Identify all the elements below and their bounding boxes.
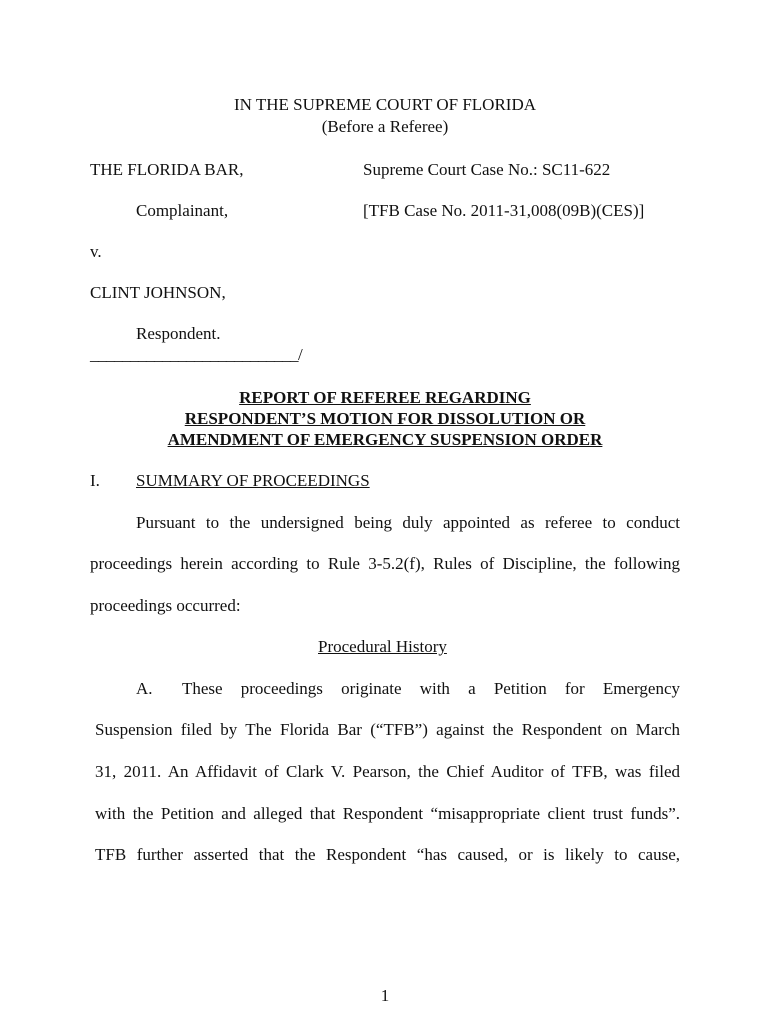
tfb-case-number: [TFB Case No. 2011-31,008(09B)(CES)] — [363, 201, 645, 220]
complainant-label: Complainant, — [136, 201, 229, 220]
paragraph-1-line-2: proceedings herein according to Rule 3-5.2(f), Rules of Discipline, the following — [90, 554, 680, 573]
report-title-line-2: RESPONDENT’S MOTION FOR DISSOLUTION OR — [184, 409, 586, 428]
paragraph-1-line-1: Pursuant to the undersigned being duly appointed as referee to conduct — [136, 513, 680, 532]
section-number: I. — [90, 471, 100, 490]
court-subtitle: (Before a Referee) — [321, 117, 449, 136]
court-name: IN THE SUPREME COURT OF FLORIDA — [233, 95, 537, 114]
paragraph-1-line-3: proceedings occurred: — [90, 596, 241, 615]
versus: v. — [90, 242, 102, 261]
report-title-line-1: REPORT OF REFEREE REGARDING — [239, 388, 531, 407]
complainant-name: THE FLORIDA BAR, — [90, 160, 244, 179]
supreme-court-case-number: Supreme Court Case No.: SC11-622 — [363, 160, 611, 179]
paragraph-a-line-1: These proceedings originate with a Petition for Emergency — [182, 679, 680, 698]
paragraph-a-line-2: Suspension filed by The Florida Bar (“TFB”) against the Respondent on March — [95, 720, 680, 739]
paragraph-a-line-4: with the Petition and alleged that Respondent “misappropriate client trust funds”. — [95, 804, 680, 823]
report-title-line-3: AMENDMENT OF EMERGENCY SUSPENSION ORDER — [167, 430, 603, 449]
section-heading: SUMMARY OF PROCEEDINGS — [136, 471, 370, 490]
respondent-label: Respondent. — [136, 324, 221, 343]
paragraph-a-line-5: TFB further asserted that the Respondent “has caused, or is likely to cause, — [95, 845, 680, 864]
caption-signature-line: __________________________/ — [90, 345, 303, 364]
page-number: 1 — [380, 986, 390, 1005]
respondent-name: CLINT JOHNSON, — [90, 283, 226, 302]
procedural-history-heading: Procedural History — [318, 637, 447, 656]
paragraph-a-line-3: 31, 2011. An Affidavit of Clark V. Pearson, the Chief Auditor of TFB, was filed — [95, 762, 680, 781]
paragraph-a-label: A. — [136, 679, 153, 698]
